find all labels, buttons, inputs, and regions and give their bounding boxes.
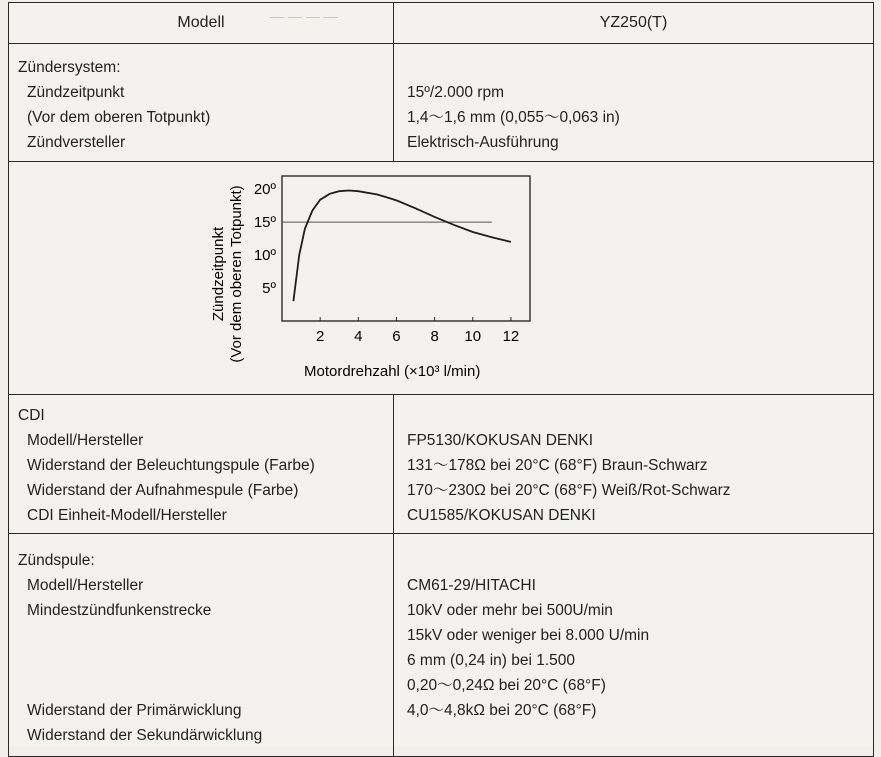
coil-value-1: CM61-29/HITACHI [407,577,536,594]
y-tick-label: 15º [253,214,276,232]
cdi-value-2: 170～230Ω bei 20°C (68°F) Weiß/Rot-Schwarz [407,482,731,499]
x-tick-label: 8 [430,328,439,345]
x-tick-label: 12 [502,328,520,345]
coil-value-7: 4,0～4,8kΩ bei 20°C (68°F) [407,702,597,719]
x-tick-label: 2 [315,328,325,345]
x-axis-label: Motordrehzahl (×10³ l/min) [304,363,481,380]
y-tick-label: 5º [262,280,276,298]
coil-section [9,534,874,757]
ignition-value-2: Elektrisch-Ausführung [407,134,559,151]
y-axis-label-line1: Zündzeitpunkt [210,226,227,322]
ignition-advance-chart [189,162,749,394]
y-tick-label: 10º [253,247,276,265]
x-tick-label: 6 [392,328,401,345]
cdi-title: CDI [18,407,45,424]
cdi-section [9,395,874,534]
header-model-label: Modell [9,3,394,44]
ignition-label-1: (Vor dem oberen Totpunkt) [27,109,211,126]
ignition-label-2: Zündversteller [27,134,126,151]
cdi-value-3: CU1585/KOKUSAN DENKI [407,507,596,524]
ignition-chart-row [9,162,874,395]
table-header-row [9,3,874,44]
cdi-label-0: Modell/Hersteller [27,432,144,449]
cdi-value-0: FP5130/KOKUSAN DENKI [407,432,594,449]
coil-value-6: 0,20～0,24Ω bei 20°C (68°F) [407,677,606,694]
y-tick-label: 20º [253,181,276,199]
plot-frame [282,176,530,321]
bleed-through-text: — — — — [270,8,338,24]
coil-value-2: 10kV oder mehr bei 500U/min [407,602,613,619]
ignition-section [9,44,874,162]
cdi-label-2: Widerstand der Aufnahmespule (Farbe) [27,482,299,499]
y-axis-label-line2: (Vor dem oberen Totpunkt) [228,185,245,363]
series-line [293,191,511,302]
x-tick-label: 10 [464,328,482,345]
coil-value-4: 6 mm (0,24 in) bei 1.500 [407,652,576,669]
coil-title: Zündspule: [18,552,95,569]
x-tick-label: 4 [354,328,363,345]
ignition-value-1: 1,4～1,6 mm (0,055～0,063 in) [407,109,620,126]
ignition-title: Zündersystem: [18,59,121,76]
ignition-value-0: 15º/2.000 rpm [407,84,504,101]
coil-label-6: Widerstand der Primärwicklung [27,702,242,719]
ignition-label-0: Zündzeitpunkt [27,84,125,101]
coil-value-3: 15kV oder weniger bei 8.000 U/min [407,627,650,644]
cdi-value-1: 131～178Ω bei 20°C (68°F) Braun-Schwarz [407,457,708,474]
coil-label-7: Widerstand der Sekundärwicklung [27,727,263,744]
coil-label-2: Mindestzündfunkenstrecke [27,602,212,619]
spec-table [8,2,874,757]
header-model-value: YZ250(T) [394,3,874,44]
cdi-label-3: CDI Einheit-Modell/Hersteller [27,507,227,524]
coil-label-1: Modell/Hersteller [27,577,144,594]
cdi-label-1: Widerstand der Beleuchtungspule (Farbe) [27,457,315,474]
